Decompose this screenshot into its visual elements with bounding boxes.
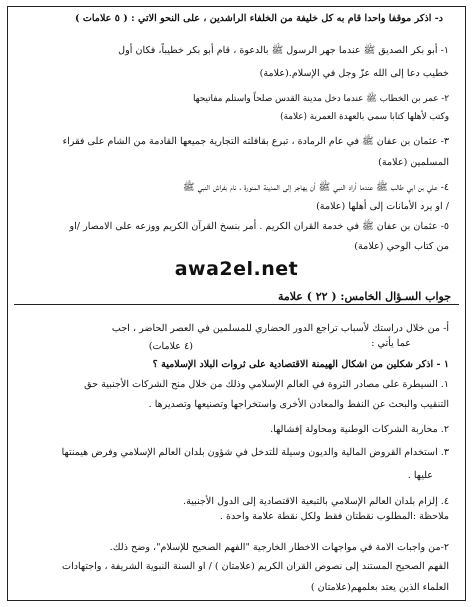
answer-line-1: ١. السيطرة على مصادر الثروة في العالم الإسلامي وذلك من خلال منح الشركات الأجنبية حق (84, 379, 449, 390)
part-a-intro-line-1: أ- من خلال دراستك لأسباب تراجع الدور الحضاري للمسلمين في العصر الحاضر ، اجب (111, 323, 449, 334)
subquestion-2-line-3: العلماء الذين يعتد بعلمهم(علامتان ) (310, 582, 449, 593)
answer-line-5: عليها . (407, 470, 433, 481)
q4-item-2-line-2: وكتب لأهلها كتابا سمي بالعهدة العمرية (علامة) (280, 112, 449, 122)
answer-line-4: ٣. استخدام القروض المالية والديون وسيلة للتدخل في شؤون بلدان العالم الإسلامي وفرض هيمنتها (61, 447, 449, 458)
answer-line-6: ٤. إلزام بلدان العالم الإسلامي بالتبعية الاقتصادية إلى الدول الأجنبية. (183, 496, 449, 507)
note-line: ملاحظة :المطلوب نقطتان فقط ولكل نقطة علامة واحدة . (219, 511, 449, 522)
site-watermark: awa2el.net (174, 258, 299, 280)
subquestion-2-line-1: ٢-من واجبات الامة في مواجهات الاخطار الخارجية "الفهم الصحيح للإسلام"، وضح ذلك. (109, 542, 449, 553)
q4-item-4-line-2: / او يرد الأمانات إلى أهلها (علامة) (316, 201, 449, 212)
q4-prompt: د- اذكر موقفا واحدا قام به كل خليفة من الخلفاء الراشدين ، على النحو الاتي : ( ٥ علامات ) (74, 13, 443, 24)
part-a-intro-line-2: عما يأتي : (371, 338, 411, 349)
part-a-subquestion-1: ١ - اذكر شكلين من اشكال الهيمنة الاقتصادية على ثروات البلاد الإسلامية ؟ (152, 359, 449, 370)
q4-item-3-line-1: ٣- عثمان بن عفان ﷺ في عام الرمادة ، تبرع بقافلته التجارية جميعها القادمة من الشام على فقراء (62, 136, 449, 147)
q4-item-1-line-1: ١- أبو بكر الصديق ﷺ عندما جهر الرسول ﷺ بالدعوة ، قام أبو بكر خطيباً، فكان أول (118, 45, 449, 56)
q4-item-1-line-2: خطيب دعا إلى الله عزّ وجل في الإسلام.(علامة) (259, 68, 449, 79)
q5-heading: جواب السـؤال الخامس: ( ٢٢ ) علامة (277, 290, 451, 303)
heading-rule (14, 304, 459, 305)
subquestion-2-line-2: الفهم الصحيح المستند إلى نصوص القران الكريم (علامتان ) / او السنة النبوية الشريفة ، واجتهادات (62, 561, 449, 572)
q4-item-3-line-2: المسلمين (علامة) (378, 157, 449, 168)
q4-item-5-line-2: من كتاب الوحي (علامة) (354, 241, 449, 252)
q4-item-4-line-1: ٤- علي بن ابي طالب ﷺ عندما أراد النبي ﷺ أن يهاجر إلى المدينة المنورة ، نام بفراش النبي ﷺ (182, 182, 449, 193)
part-a-marks: (٤ علامات) (148, 341, 193, 352)
q4-item-2-line-1: ٢- عمر بن الخطاب ﷺ عندما دخل مدينة القدس صلحاً واستلم مفاتيحها (193, 94, 449, 104)
answer-line-3: ٢. محاربة الشركات الوطنية ومحاولة إفشالها. (270, 424, 449, 435)
answer-line-2: التنقيب والبحث عن النفط والمعادن الأخرى واستخراجها وتصنيعها وتصديرها . (148, 399, 449, 410)
q4-item-5-line-1: ٥- عثمان بن عفان ﷺ في خدمة القران الكريم . أمر بنسخ القرآن الكريم ووزعه على الامصار /او (69, 221, 449, 232)
